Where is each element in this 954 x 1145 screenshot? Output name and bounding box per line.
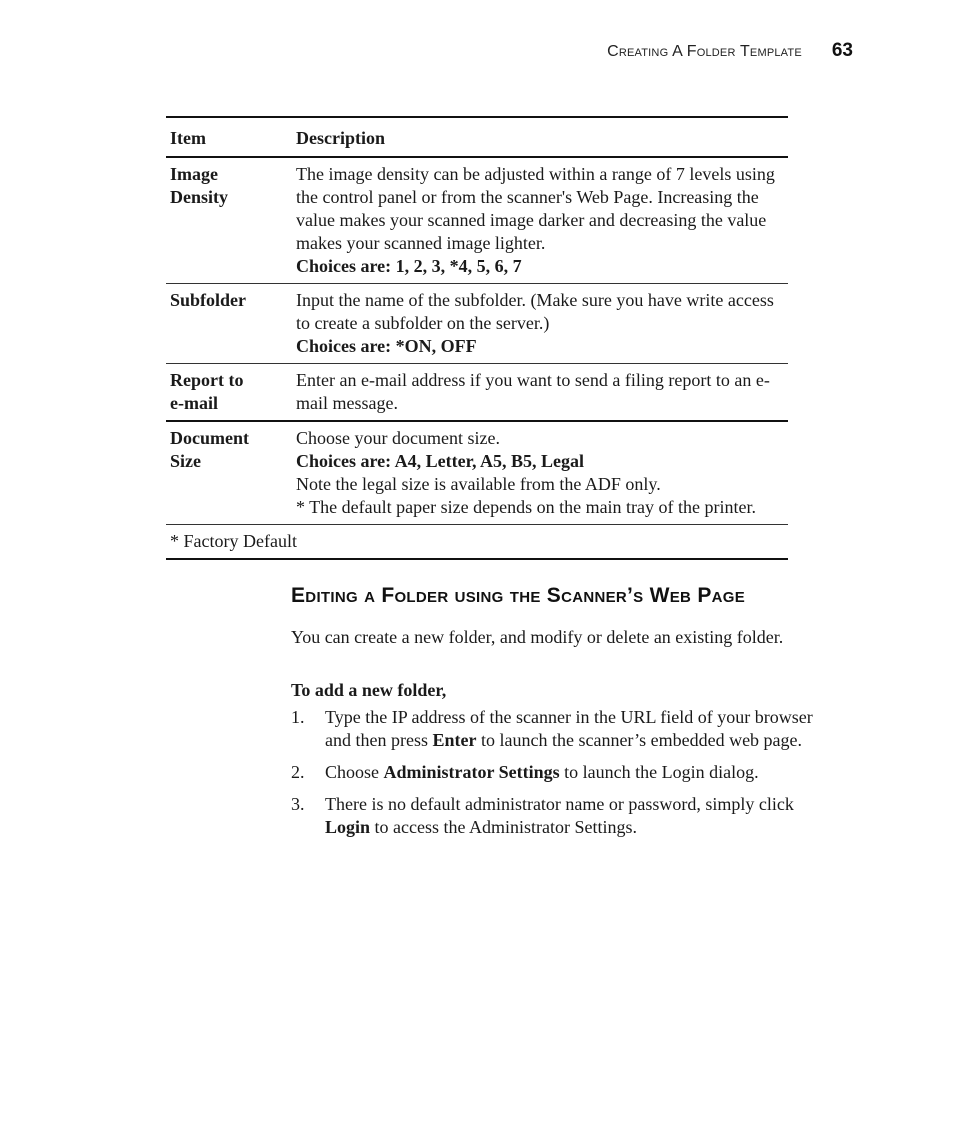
- list-item: [291, 793, 841, 839]
- note-text: Note the legal size is available from the ADF only.: [296, 474, 661, 494]
- row-item-label: [166, 364, 292, 422]
- row-description: [292, 364, 788, 422]
- description-text: The image density can be adjusted within a range of 7 levels using the control panel or from the scanner's Web Page. Increasing the value makes your scanned image darker and decreasing the value makes your scanned image lighter.: [296, 164, 775, 253]
- page-header: [607, 40, 853, 62]
- step-number: 1.: [291, 707, 305, 727]
- table-row-subfolder: [166, 284, 788, 364]
- choices-text: Choices are: A4, Letter, A5, B5, Legal: [296, 451, 584, 471]
- choices-text: Choices are: 1, 2, 3, *4, 5, 6, 7: [296, 256, 522, 276]
- step-text: [325, 761, 841, 784]
- settings-table: [166, 116, 788, 560]
- section-intro: You can create a new folder, and modify or delete an existing folder.: [291, 627, 784, 647]
- page-number: 63: [831, 40, 853, 61]
- row-item-label: [166, 421, 292, 525]
- description-text: Enter an e-mail address if you want to send a filing report to an e-mail message.: [296, 370, 770, 413]
- row-description: [292, 284, 788, 364]
- row-item-label: [166, 284, 292, 364]
- step-text-part: to launch the scanner’s embedded web page.: [476, 730, 803, 750]
- choices-text: Choices are: *ON, OFF: [296, 336, 477, 356]
- table-footnote-row: [166, 525, 788, 560]
- step-emphasis: Administrator Settings: [383, 762, 560, 782]
- step-text-part: There is no default administrator name or password, simply click: [325, 794, 794, 814]
- row-item-label: [166, 157, 292, 284]
- procedure-title: To add a new folder,: [291, 680, 447, 700]
- table-row-report-to-email: [166, 364, 788, 422]
- table-row-document-size: [166, 421, 788, 525]
- column-header-description: Description: [292, 117, 788, 157]
- step-number: 2.: [291, 762, 305, 782]
- step-emphasis: Login: [325, 817, 371, 837]
- list-item: [291, 761, 841, 784]
- section-heading: Editing a Folder using the Scanner’s Web Page: [291, 584, 746, 607]
- running-title: Creating A Folder Template: [607, 43, 802, 60]
- procedure-steps: [291, 706, 841, 848]
- row-description: [292, 421, 788, 525]
- step-text-part: to access the Administrator Settings.: [370, 817, 637, 837]
- item-label-line: Document: [170, 428, 249, 448]
- step-emphasis: Enter: [432, 730, 477, 750]
- column-header-item: Item: [166, 117, 292, 157]
- item-label-line: Subfolder: [170, 290, 247, 310]
- step-text-part: Type the IP address of the scanner in the URL field of your browser and then press: [325, 707, 813, 750]
- item-label-line: Report to: [170, 370, 244, 390]
- item-label-line: e-mail: [170, 393, 218, 413]
- step-number: 3.: [291, 794, 305, 814]
- step-text: [325, 793, 841, 839]
- description-text: Choose your document size.: [296, 428, 500, 448]
- description-text: Input the name of the subfolder. (Make sure you have write access to create a subfolder on the server.): [296, 290, 774, 333]
- step-text-part: Choose: [325, 762, 384, 782]
- table-header-row: [166, 117, 788, 157]
- item-label-line: Image: [170, 164, 218, 184]
- note-text: * The default paper size depends on the main tray of the printer.: [296, 497, 757, 517]
- row-description: [292, 157, 788, 284]
- item-label-line: Size: [170, 451, 201, 471]
- step-text: [325, 706, 841, 752]
- table-row-image-density: [166, 157, 788, 284]
- table-footnote: * Factory Default: [166, 525, 788, 560]
- item-label-line: Density: [170, 187, 228, 207]
- list-item: [291, 706, 841, 752]
- step-text-part: to launch the Login dialog.: [559, 762, 759, 782]
